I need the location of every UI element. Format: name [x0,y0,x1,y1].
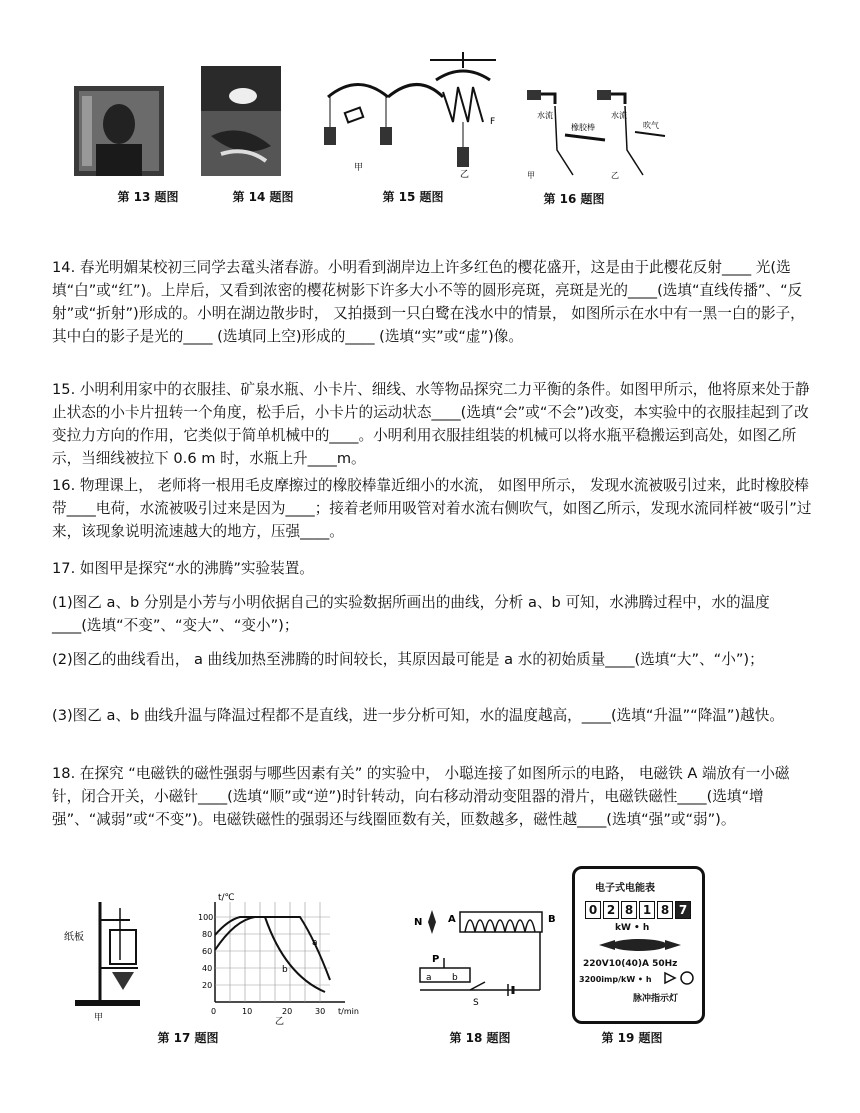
fig17-label-jia: 甲 [94,1013,104,1023]
question-17-part-2: (2)图乙的曲线看出， a 曲线加热至沸腾的时间较长，其原因最可能是 a 水的初始质量____(选填“大”、“小”)； [52,651,764,668]
meter-indicator-label: 脉冲指示灯 [633,994,679,1004]
fig17-xtick-20: 20 [282,1007,293,1016]
fig17-curve-b: b [282,965,288,975]
fig17-ytick-100: 100 [198,913,214,922]
fig17-label-yi: 乙 [275,1017,285,1025]
fig15-label-f: F [490,117,496,127]
meter-digit: 8 [657,901,673,919]
fig17-ytick-60: 60 [202,947,213,956]
meter-arrow-icon [595,937,685,953]
caption-16: 第 16 题图 [543,192,605,206]
fig17-label-paper: 纸板 [64,932,84,943]
caption-18: 第 18 题图 [449,1031,511,1045]
fig17-xtick-30: 30 [315,1007,326,1016]
figure-13-image [74,86,164,176]
figure-14-photo [201,66,281,176]
fig17-curve-a: a [312,938,318,948]
figure-17 [60,890,360,1025]
fig18-label-s: S [473,998,479,1008]
figure-15-diagram [318,52,518,182]
question-15: 15. 小明利用家中的衣服挂、矿泉水瓶、小卡片、细线、水等物品探究二力平衡的条件。如图甲所示，他将原来处于静止状态的小卡片扭转一个角度，松手后，小卡片的运动状态____(选填“会”或“不会”)改变，本实验中的衣服挂起到了改变拉力方向的作用，它类似于简单机械中的____。小明利用衣服挂组装的机械可以将水瓶平稳搬运到高处，如图乙所示，当细线被拉下 0.6 m 时，水瓶上升____m。 [52,381,810,467]
meter-digit: 2 [603,901,619,919]
fig17-xtick-0: 0 [211,1007,217,1016]
fig18-label-p: P [432,954,440,965]
question-17-part-1: (1)图乙 a、b 分别是小芳与小明依据自己的实验数据所画出的曲线，分析 a、b 可知，水沸腾过程中，水的温度____(选填“不变”、“变大”、“变小”)； [52,594,770,634]
caption-15: 第 15 题图 [382,190,444,204]
fig15-label-jia: 甲 [354,163,364,173]
question-16: 16. 物理课上， 老师将一根用毛皮摩擦过的橡胶棒靠近细小的水流， 如图甲所示， 发现水流被吸引过来，此时橡胶棒带____电荷，水流被吸引过来是因为____；接着老师用吸管对着水流右侧吹气，如图乙所示，发现水流同样被“吸引”过来，该现象说明流速越大的地方，压强____。 [52,477,812,540]
caption-17: 第 17 题图 [157,1031,219,1045]
figure-14-image [201,66,281,176]
figure-18 [410,900,570,1015]
fig17-ytick-40: 40 [202,964,213,973]
fig18-label-n: N [414,917,423,928]
figure-17-diagram [60,890,360,1025]
figure-18-diagram [410,900,570,1015]
fig16-label-rod: 橡胶棒 [571,123,595,132]
fig16-label-jia: 甲 [527,171,535,180]
meter-digit: 8 [621,901,637,919]
figure-16 [515,80,675,180]
fig17-x-axis: t/min [338,1007,359,1016]
figure-15 [318,52,518,182]
caption-19: 第 19 题图 [601,1031,663,1045]
caption-14: 第 14 题图 [232,190,294,204]
fig17-ytick-80: 80 [202,930,213,939]
fig18-label-b: b [452,973,458,983]
meter-digit: 7 [675,901,691,919]
fig16-label-flow-2: 水流 [611,111,627,120]
question-18: 18. 在探究 “电磁铁的磁性强弱与哪些因素有关” 的实验中， 小聪连接了如图所示的电路， 电磁铁 A 端放有一小磁针，闭合开关，小磁针____(选填“顺”或“逆”)时针转动，向右移动滑动变阻器的滑片，电磁铁磁性____(选填“增强”、“减弱”或“不变”)。电磁铁磁性的强弱还与线圈匝数有关，匝数越多，磁性越____(选填“强”或“弱”)。 [52,765,790,828]
fig18-label-a: a [426,973,432,983]
fig16-label-yi: 乙 [611,171,619,180]
fig18-label-a-end: A [448,914,456,925]
meter-title: 电子式电能表 [595,883,655,894]
fig16-label-flow-1: 水流 [537,111,553,120]
indicator-lamp-icon [663,971,697,985]
meter-spec-2: 3200imp/kW • h [579,975,652,984]
meter-digit: 0 [585,901,601,919]
fig17-y-axis: t/℃ [218,893,235,903]
question-17-part-3: (3)图乙 a、b 曲线升温与降温过程都不是直线，进一步分析可知，水的温度越高，____(选填“升温”“降温”)越快。 [52,707,784,724]
meter-digits [585,899,693,919]
question-17: 17. 如图甲是探究“水的沸腾”实验装置。 [52,560,314,577]
fig16-label-blow: 吹气 [643,121,659,130]
caption-13: 第 13 题图 [117,190,179,204]
meter-digit: 1 [639,901,655,919]
fig18-label-b-end: B [548,914,556,925]
question-14: 14. 春光明媚某校初三同学去鼋头渚春游。小明看到湖岸边上许多红色的樱花盛开，这是由于此樱花反射____ 光(选填“白”或“红”)。上岸后，又看到浓密的樱花树影下许多大小不等的圆形亮斑，亮斑是光的____(选填“直线传播”、“反射”或“折射”)形成的。小明在湖边散步时， 又拍摄到一只白鹭在浅水中的情景， 如图所示在水中有一黑一白的影子， 其中白的影子是光的____ (选填同上空)形成的____ (选填“实”或“虚”)像。 [52,259,805,345]
meter-unit: kW • h [615,923,650,933]
figure-16-diagram [515,80,675,180]
figure-19-meter [572,866,705,1024]
meter-spec-1: 220V10(40)A 50Hz [583,959,678,969]
fig17-ytick-20: 20 [202,981,213,990]
fig17-xtick-10: 10 [242,1007,253,1016]
fig15-label-yi: 乙 [460,170,470,180]
figure-13-photo [74,86,164,176]
